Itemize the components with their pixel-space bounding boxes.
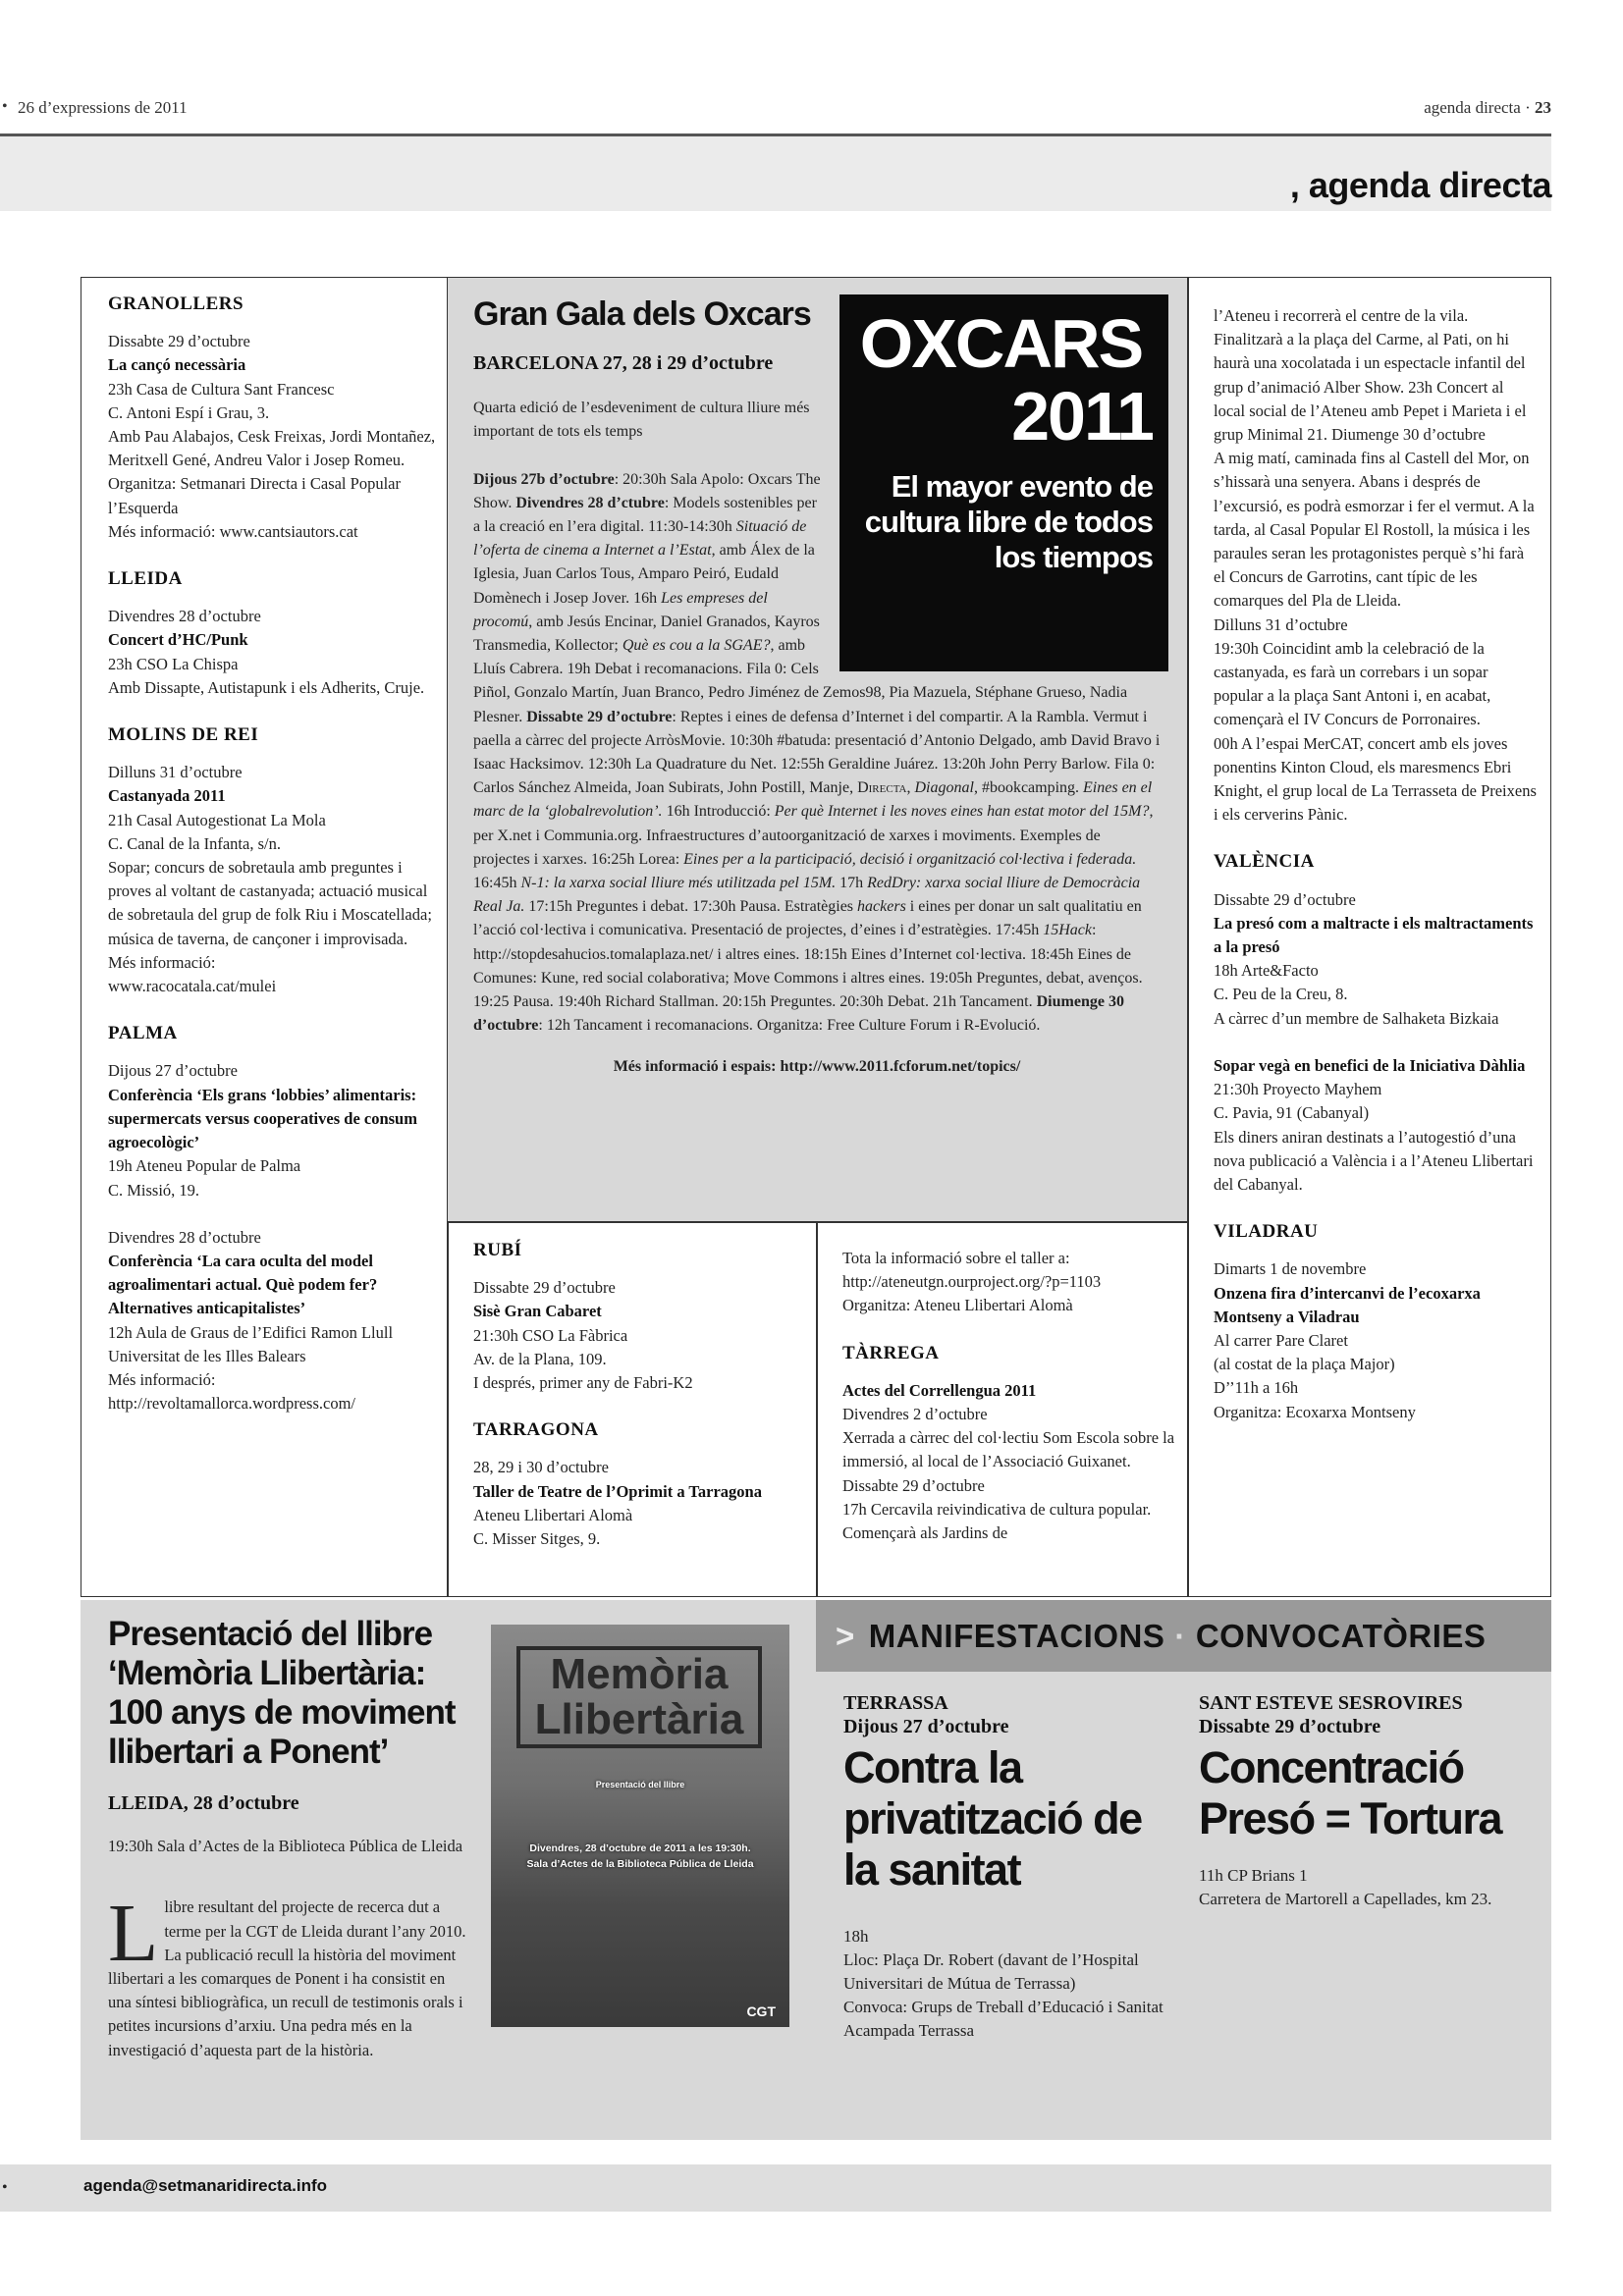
book-body: libre resultant del projecte de recerca dut a terme per la CGT de Lleida durant l’any 2010. La publicació recull la història del moviment llibertari a les comarques de Ponent i ha consistit en una síntesi bibliogràfica, un recull de testimonis orals i petites incursions d’arxiu. Una pedra més en la investigació d’aquesta part de la història. xyxy=(108,1897,466,2059)
event xyxy=(1214,304,1538,827)
oxcars-article xyxy=(473,294,1161,1080)
left-column xyxy=(108,293,442,1439)
event-detail: A càrrec d’un membre de Salhaketa Bizkaia xyxy=(1214,1008,1499,1028)
running-head-right: agenda directa · 23 xyxy=(1424,98,1551,117)
oxcars-intro: Quarta edició de l’esdeveniment de cultura lliure més important de tots els temps xyxy=(473,400,810,441)
program-text: : http://stopdesahucios.tomalaplaza.net/ i altres eines. 18:15h Eines d’Internet col·lectiva. 18:45h Eines de Comunes: Kune, red social colaborativa; Move Commons i altres eines. 19:05h Preguntes, debat, avenços. 19:25 Pausa. 19:40h Richard Stallman. 20:15h Preguntes. 20:30h Debat. 21h Tancament. xyxy=(473,922,1143,1011)
running-head-left: 26 d’expressions de 2011 xyxy=(18,98,188,117)
poster-year: 2011 xyxy=(1011,378,1153,454)
event-detail: 23h Casa de Cultura Sant Francesc xyxy=(108,379,335,399)
book-place: 19:30h Sala d’Actes de la Biblioteca Pública de Lleida xyxy=(108,1837,463,1856)
city-heading: VALÈNCIA xyxy=(1214,851,1315,873)
event xyxy=(1214,888,1538,1031)
city-section xyxy=(108,293,442,544)
event xyxy=(1214,1054,1538,1197)
program-text: RedDry: xarxa social lliure de Democràcia Real Ja. xyxy=(473,875,1141,916)
program-text: i eines per donar un salt qualitatiu en l’acció col·lectiva i comunicativa. Presentació de projectes, d’eines i d’estratègies. 17:45h xyxy=(473,898,1142,939)
city-heading: VILADRAU xyxy=(1214,1221,1319,1243)
bullet: • xyxy=(2,98,8,115)
event xyxy=(108,1059,442,1201)
city-section xyxy=(1214,850,1538,1197)
city-section xyxy=(108,1022,442,1415)
event-detail: I després, primer any de Fabri-K2 xyxy=(473,1373,693,1393)
event xyxy=(842,1379,1181,1545)
manifestacio-place: Carretera de Martorell a Capellades, km 23. xyxy=(1199,1890,1492,1908)
event-detail: http://ateneutgn.ourproject.org/?p=1103 xyxy=(842,1272,1102,1292)
manifestacions-panel xyxy=(816,1672,1551,2140)
mid-left-column xyxy=(473,1239,807,1575)
event-detail: Dissabte 29 d’octubre xyxy=(1214,889,1356,909)
section-title: , agenda directa xyxy=(1289,165,1551,205)
event xyxy=(842,1247,1181,1318)
event-detail: Dissabte 29 d’octubre xyxy=(108,332,250,351)
page-number: 23 xyxy=(1535,98,1551,117)
event-detail: Dilluns 31 d’octubre xyxy=(1214,614,1348,634)
convocatories-title: CONVOCATÒRIES xyxy=(1195,1618,1487,1654)
event-detail: 21:30h Proyecto Mayhem xyxy=(1214,1080,1382,1099)
event xyxy=(108,1226,442,1416)
event-detail: www.racocatala.cat/mulei xyxy=(108,977,277,996)
event-detail: 21h Casal Autogestionat La Mola xyxy=(108,810,326,829)
event-detail: Xerrada a càrrec del col·lectiu Som Escola sobre la immersió, al local de l’Associació Guixanet. Dissabte 29 d’octubre xyxy=(842,1428,1175,1495)
event-detail: Divendres 2 d’octubre xyxy=(842,1405,988,1424)
city-section xyxy=(108,567,442,700)
column-divider xyxy=(1187,277,1189,1597)
event-detail: Universitat de les Illes Balears xyxy=(108,1346,306,1365)
program-text: Directa xyxy=(857,779,907,797)
event-detail: Més informació: www.cantsiautors.cat xyxy=(108,521,358,541)
event-detail: Divendres 28 d’octubre xyxy=(108,607,261,626)
event-detail: Ateneu Llibertari Alomà xyxy=(473,1505,633,1524)
event-title: Conferència ‘La cara oculta del model agroalimentari actual. Què podem fer? Alternatives anticapitalistes’ xyxy=(108,1251,378,1318)
cover-venue: Sala d’Actes de la Biblioteca Pública de Lleida xyxy=(526,1858,754,1870)
manifestacio-time: 11h CP Brians 1 xyxy=(1199,1866,1308,1885)
manifestacio-headline: Concentració Presó = Tortura xyxy=(1199,1742,1502,1843)
city-section xyxy=(108,723,442,998)
event-detail: C. Missió, 19. xyxy=(108,1180,200,1200)
separator: · xyxy=(1174,1618,1186,1654)
program-text: , amb Álex de la Iglesia, Juan Carlos Tous, Amparo Peiró, Eudald Domènech i Josep Jover. 16h xyxy=(473,542,815,607)
event-detail: Sopar; concurs de sobretaula amb preguntes i proves al voltant de castanyada; actuació musical de sobretaula del grup de folk Riu i Moscatellada; música de taverna, de cançoner i improvisada. xyxy=(108,858,432,948)
event-detail: Divendres 28 d’octubre xyxy=(108,1227,261,1247)
event-title: Conferència ‘Els grans ‘lobbies’ alimentaris: supermercats versus cooperatives de consum agroecològic’ xyxy=(108,1085,417,1152)
event-title: Sopar vegà en benefici de la Iniciativa Dàhlia xyxy=(1214,1055,1526,1075)
program-text: Diagonal xyxy=(914,779,974,797)
book-cover-image xyxy=(491,1625,789,2027)
city-section xyxy=(842,1247,1181,1318)
event-detail: Organitza: Ateneu Llibertari Alomà xyxy=(842,1296,1073,1315)
program-text: Situació de l’oferta de cinema a Internet a l’Estat xyxy=(473,518,807,560)
city-heading: LLEIDA xyxy=(108,568,183,590)
event-detail: (al costat de la plaça Major) xyxy=(1214,1355,1395,1374)
book-title: Presentació del llibre ‘Memòria Llibertària: 100 anys de moviment llibertari a Ponent’ xyxy=(108,1615,456,1771)
event-title: Onzena fira d’intercanvi de l’ecoxarxa Montseny a Viladrau xyxy=(1214,1283,1481,1326)
program-text: Divendres 28 d’ctubre xyxy=(515,494,665,511)
manifestacio-city: SANT ESTEVE SESROVIRES xyxy=(1199,1692,1463,1714)
event-detail: Organitza: Setmanari Directa i Casal Popular l’Esquerda xyxy=(108,474,401,517)
oxcars-more-info: Més informació i espais: http://www.2011.fcforum.net/topics/ xyxy=(613,1058,1021,1076)
event-detail: 18h Arte&Facto xyxy=(1214,961,1319,981)
city-section xyxy=(842,1342,1181,1546)
oxcars-title: Gran Gala dels Oxcars xyxy=(473,295,811,333)
event-detail: Dimarts 1 de novembre xyxy=(1214,1259,1367,1279)
manifestacio-item xyxy=(1199,1691,1533,1911)
manifestacions-title: MANIFESTACIONS xyxy=(868,1618,1165,1654)
program-text: Les empreses del procomú xyxy=(473,589,768,630)
event-title: La presó com a maltracte i els maltractaments a la presó xyxy=(1214,913,1534,957)
event-title: Concert d’HC/Punk xyxy=(108,630,248,650)
chevron-right-icon: > xyxy=(836,1618,855,1654)
program-text: , amb Lluís Cabrera. 19h Debat i recomanacions. Fila 0: Cels Piñol, Gonzalo Martín, Juan Branco, Pedro Jiménez de Zemos98, Pia Mazuela, Stéphane Grueso, Nadia Plesner. xyxy=(473,637,1128,725)
event-detail: Dissabte 29 d’octubre xyxy=(473,1278,616,1298)
event xyxy=(473,1276,807,1395)
event-detail: Av. de la Plana, 109. xyxy=(473,1349,607,1368)
event-detail: C. Peu de la Creu, 8. xyxy=(1214,985,1348,1004)
event-detail: C. Pavia, 91 (Cabanyal) xyxy=(1214,1103,1370,1123)
event-title: Sisè Gran Cabaret xyxy=(473,1302,602,1321)
mid-right-column xyxy=(842,1247,1181,1569)
book-article xyxy=(108,1615,471,2062)
oxcars-poster xyxy=(839,294,1168,671)
event-detail: D’’11h a 16h xyxy=(1214,1378,1299,1398)
manifestacio-city: TERRASSA xyxy=(843,1692,948,1714)
program-text: 17h xyxy=(836,875,868,892)
poster-tagline: El mayor evento de cultura libre de todos los tiempos xyxy=(864,469,1153,574)
event xyxy=(473,1456,807,1551)
city-section xyxy=(1214,304,1538,827)
event xyxy=(1214,1257,1538,1423)
book-subtitle: LLEIDA, 28 d’octubre xyxy=(108,1792,299,1814)
program-text: : Models sostenibles per a la creació en l’era digital. 11:30-14:30h xyxy=(473,494,817,536)
right-column xyxy=(1214,304,1538,1448)
oxcars-subtitle: BARCELONA 27, 28 i 29 d’octubre xyxy=(473,352,774,374)
event-detail: Amb Dissapte, Autistapunk i els Adherits, Cruje. xyxy=(108,677,425,697)
event-detail: 23h CSO La Chispa xyxy=(108,654,239,673)
event-detail: 17h Cercavila reivindicativa de cultura popular. Començarà als Jardins de xyxy=(842,1499,1152,1543)
city-section xyxy=(1214,1220,1538,1424)
city-heading: GRANOLLERS xyxy=(108,294,244,314)
city-heading: RUBÍ xyxy=(473,1240,522,1260)
city-section xyxy=(473,1239,807,1395)
event-detail: 19:30h Coincidint amb la celebració de la castanyada, es farà un correbars i un sopar popular a la plaça Sant Antoni i, en acabat, començarà el IV Concurs de Porronaires. xyxy=(1214,638,1491,729)
event-detail: 19h Ateneu Popular de Palma xyxy=(108,1156,301,1176)
city-section xyxy=(473,1418,807,1551)
manifestacio-time: 18h xyxy=(843,1927,869,1946)
event xyxy=(108,761,442,998)
event-detail: l’Ateneu i recorrerà el centre de la vila. Finalitzarà a la plaça del Carme, al Pati, on hi haurà una xocolatada i un espectacle infantil del grup d’animació Alber Show. 23h Concert al local social de l’Ateneu amb Pepet i Marieta i el grup Minimal 21. Diumenge 30 d’octubre xyxy=(1214,306,1527,445)
bullet: • xyxy=(2,2179,8,2196)
event-detail: Dijous 27 d’octubre xyxy=(108,1061,238,1081)
program-text: : 20:30h Sala Apolo: Oxcars The Show. xyxy=(473,470,821,511)
program-text: Diumenge 30 d’octubre xyxy=(473,993,1124,1035)
program-text: N-1: la xarxa social lliure més utilitzada pel 15M. xyxy=(520,875,837,892)
running-head-label: agenda directa xyxy=(1424,98,1521,117)
event-detail: Els diners aniran destinats a l’autogestió d’una nova publicació a València i a l’Ateneu Llibertari del Cabanyal. xyxy=(1214,1127,1534,1194)
manifestacio-date: Dissabte 29 d’octubre xyxy=(1199,1716,1381,1737)
cover-title: Memòria Llibertària xyxy=(516,1646,762,1748)
event-detail: Organitza: Ecoxarxa Montseny xyxy=(1214,1402,1416,1421)
event-detail: C. Antoni Espí i Grau, 3. xyxy=(108,402,270,422)
event-detail: Més informació: xyxy=(108,952,216,972)
manifestacio-organizer: Convoca: Grups de Treball d’Educació i Sanitat Acampada Terrassa xyxy=(843,1998,1163,2040)
cgt-logo: CGT xyxy=(746,2003,776,2019)
drop-cap: L xyxy=(108,1888,159,1980)
column-divider xyxy=(816,1222,818,1597)
city-heading: TÀRREGA xyxy=(842,1342,940,1363)
program-text: 17:15h Preguntes i debat. 17:30h Pausa. Estratègies xyxy=(524,898,858,916)
city-heading: TARRAGONA xyxy=(473,1419,599,1441)
event-detail: Al carrer Pare Claret xyxy=(1214,1330,1348,1350)
program-text: Eines en el marc de la ‘globalrevolution’. xyxy=(473,779,1153,821)
event xyxy=(108,330,442,544)
program-text: hackers xyxy=(857,898,906,916)
event-detail: C. Misser Sitges, 9. xyxy=(473,1529,601,1549)
event-detail: 12h Aula de Graus de l’Edifici Ramon Llull xyxy=(108,1322,394,1342)
event-detail: A mig matí, caminada fins al Castell del Mor, on s’hissarà una senyera. Abans i després de l’excursió, es podrà esmorzar i fer el vermut. A la tarda, al Casal Popular El Rostoll, la música i les paraules seran les protagonistes perquè s’hi farà el Concurs de Garrotins, cant típic de les comarques del Pla de Lleida. xyxy=(1214,449,1535,611)
event-detail: Amb Pau Alabajos, Cesk Freixas, Jordi Montañez, Meritxell Gené, Andreu Valor i Josep Romeu. xyxy=(108,427,436,470)
program-text: Què es cou a la SGAE? xyxy=(622,637,771,655)
event-title: Taller de Teatre de l’Oprimit a Tarragona xyxy=(473,1481,762,1501)
manifestacio-item xyxy=(843,1691,1167,2043)
program-text: Eines per a la participació, decisió i organització col·lectiva i federada. xyxy=(683,850,1137,868)
event-detail: 00h A l’espai MerCAT, concert amb els joves ponentins Kinton Cloud, els maresmencs Ebri Knight, el grup local de La Terrasseta de Preixens i els cerverins Pànic. xyxy=(1214,733,1537,825)
program-text: 15Hack xyxy=(1043,922,1092,939)
event xyxy=(108,605,442,700)
event-detail: Tota la informació sobre el taller a: xyxy=(842,1249,1070,1267)
cover-caption: Presentació del llibre xyxy=(595,1780,685,1789)
panel-divider xyxy=(447,1221,1188,1223)
event-title: Castanyada 2011 xyxy=(108,786,226,806)
program-text: , amb Jesús Encinar, Daniel Granados, Kayros Transmedia, Kollector; xyxy=(473,613,820,655)
city-heading: MOLINS DE REI xyxy=(108,724,259,746)
program-text: , per X.net i Communia.org. Infraestructures d’autoorganització de xarxes i moviments. Exemples de projectes i xarxes. 16:25h Lorea: xyxy=(473,803,1154,868)
manifestacio-place: Lloc: Plaça Dr. Robert (davant de l’Hospital Universitari de Mútua de Terrassa) xyxy=(843,1950,1139,1993)
program-text: Dijous 27b d’octubre xyxy=(473,470,615,488)
manifestacio-headline: Contra la privatització de la sanitat xyxy=(843,1742,1142,1895)
manifestacio-date: Dijous 27 d’octubre xyxy=(843,1716,1009,1737)
event-detail: C. Canal de la Infanta, s/n. xyxy=(108,833,281,853)
program-text: 16h Introducció: xyxy=(662,803,775,821)
program-text: : 12h Tancament i recomanacions. Organitza: Free Culture Forum i R-Evolució. xyxy=(538,1017,1041,1035)
program-text: Per què Internet i les noves eines han estat motor del 15M? xyxy=(774,803,1150,821)
program-text: , xyxy=(906,779,915,797)
contact-email-link[interactable]: agenda@setmanaridirecta.info xyxy=(83,2176,328,2195)
event-detail: 28, 29 i 30 d’octubre xyxy=(473,1458,609,1477)
event-title: Actes del Correllengua 2011 xyxy=(842,1380,1037,1400)
program-text: : Reptes i eines de defensa d’Internet i del compartir. A la Rambla. Vermut i paella a càrrec del projecte ArròsMovie. 10:30h #batuda: presentació d’Antonio Delgado, amb David Bravo i Isaac Hacksimov. 12:30h La Quadrature du Net. 12:55h Geraldine Juárez. 13:20h John Perry Barlow. Fila 0: Carlos Sánchez Almeida, Joan Subirats, John Postill, Manje, xyxy=(473,708,1161,797)
event-detail: Més informació: http://revoltamallorca.wordpress.com/ xyxy=(108,1369,356,1414)
event-detail: 21:30h CSO La Fàbrica xyxy=(473,1325,628,1345)
event-title: La cançó necessària xyxy=(108,355,246,375)
poster-title: OXCARS xyxy=(859,305,1143,382)
event-detail: Dilluns 31 d’octubre xyxy=(108,763,243,782)
program-text: , #bookcamping. xyxy=(973,779,1084,797)
program-text: Dissabte 29 d’octubre xyxy=(526,708,673,725)
manifestacions-header xyxy=(816,1600,1551,1672)
city-heading: PALMA xyxy=(108,1023,178,1044)
program-text: 16:45h xyxy=(473,875,521,892)
book-description xyxy=(108,1888,471,2061)
cover-date: Divendres, 28 d’octubre de 2011 a les 19:30h. xyxy=(529,1842,751,1854)
